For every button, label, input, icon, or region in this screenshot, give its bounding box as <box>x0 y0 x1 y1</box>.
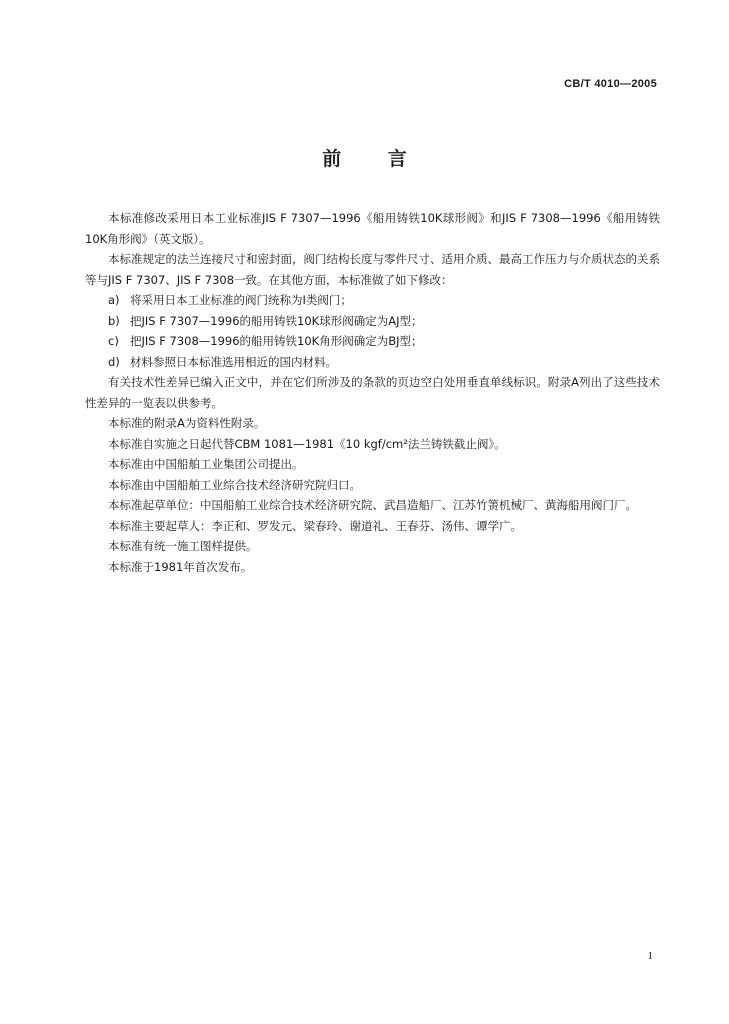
paragraph-drawings: 本标准有统一施工图样提供。 <box>108 539 258 553</box>
list-item-text: 材料参照日本标准选用相近的国内材料。 <box>130 354 337 369</box>
foreword-body <box>85 208 660 577</box>
page-number: 1 <box>647 950 653 962</box>
list-item <box>85 311 660 332</box>
paragraph-first-issued: 本标准于1981年首次发布。 <box>108 559 253 574</box>
list-item-mark: a) <box>108 293 120 307</box>
list-item-mark: c) <box>108 334 119 348</box>
list-item-mark: d) <box>108 354 120 369</box>
paragraph-technical-differences: 有关技术性差异已编入正文中，并在它们所涉及的条款的页边空白处用垂直单线标识。附录A列出了这些技术性差异的一览表以供参考。 <box>85 375 660 410</box>
paragraph-replaces: 本标准自实施之日起代替CBM 1081—1981《10 kgf/cm²法兰铸铁截止阀》。 <box>108 436 506 451</box>
paragraph-proposed-by: 本标准由中国船舶工业集团公司提出。 <box>108 457 304 471</box>
paragraph-annex: 本标准的附录A为资料性附录。 <box>108 416 266 430</box>
paragraph-drafting-units: 本标准起草单位：中国船舶工业综合技术经济研究院、武昌造船厂、江苏竹箦机械厂、黄海船用阀门厂。 <box>108 498 637 512</box>
list-item-text: 把JIS F 7308—1996的船用铸铁10K角形阀确定为BJ型； <box>130 334 423 348</box>
list-item-text: 将采用日本工业标准的阀门统称为Ⅰ类阀门； <box>130 293 352 307</box>
list-item-mark: b) <box>108 313 120 328</box>
list-item <box>85 331 660 352</box>
paragraph-drafters: 本标准主要起草人：李正和、罗发元、梁春玲、谢道礼、王春芬、汤伟、谭学广。 <box>108 518 522 533</box>
paragraph-modifications: 本标准规定的法兰连接尺寸和密封面，阀门结构长度与零件尺寸、适用介质、最高工作压力与介质状态的关系等与JIS F 7307、JIS F 7308一致。在其他方面，本标准做了如下修改： <box>85 252 660 287</box>
list-item-text: 把JIS F 7307—1996的船用铸铁10K球形阀确定为AJ型； <box>130 313 423 328</box>
paragraph-centralized-by: 本标准由中国船舶工业综合技术经济研究院归口。 <box>108 477 361 492</box>
list-item <box>85 352 660 373</box>
list-item <box>85 290 660 311</box>
document-code: CB/T 4010—2005 <box>564 78 657 90</box>
paragraph-adoption: 本标准修改采用日本工业标准JIS F 7307—1996《船用铸铁10K球形阀》和JIS F 7308—1996《船用铸铁10K角形阀》（英文版）。 <box>85 211 660 246</box>
page-title: 前 言 <box>322 148 427 170</box>
